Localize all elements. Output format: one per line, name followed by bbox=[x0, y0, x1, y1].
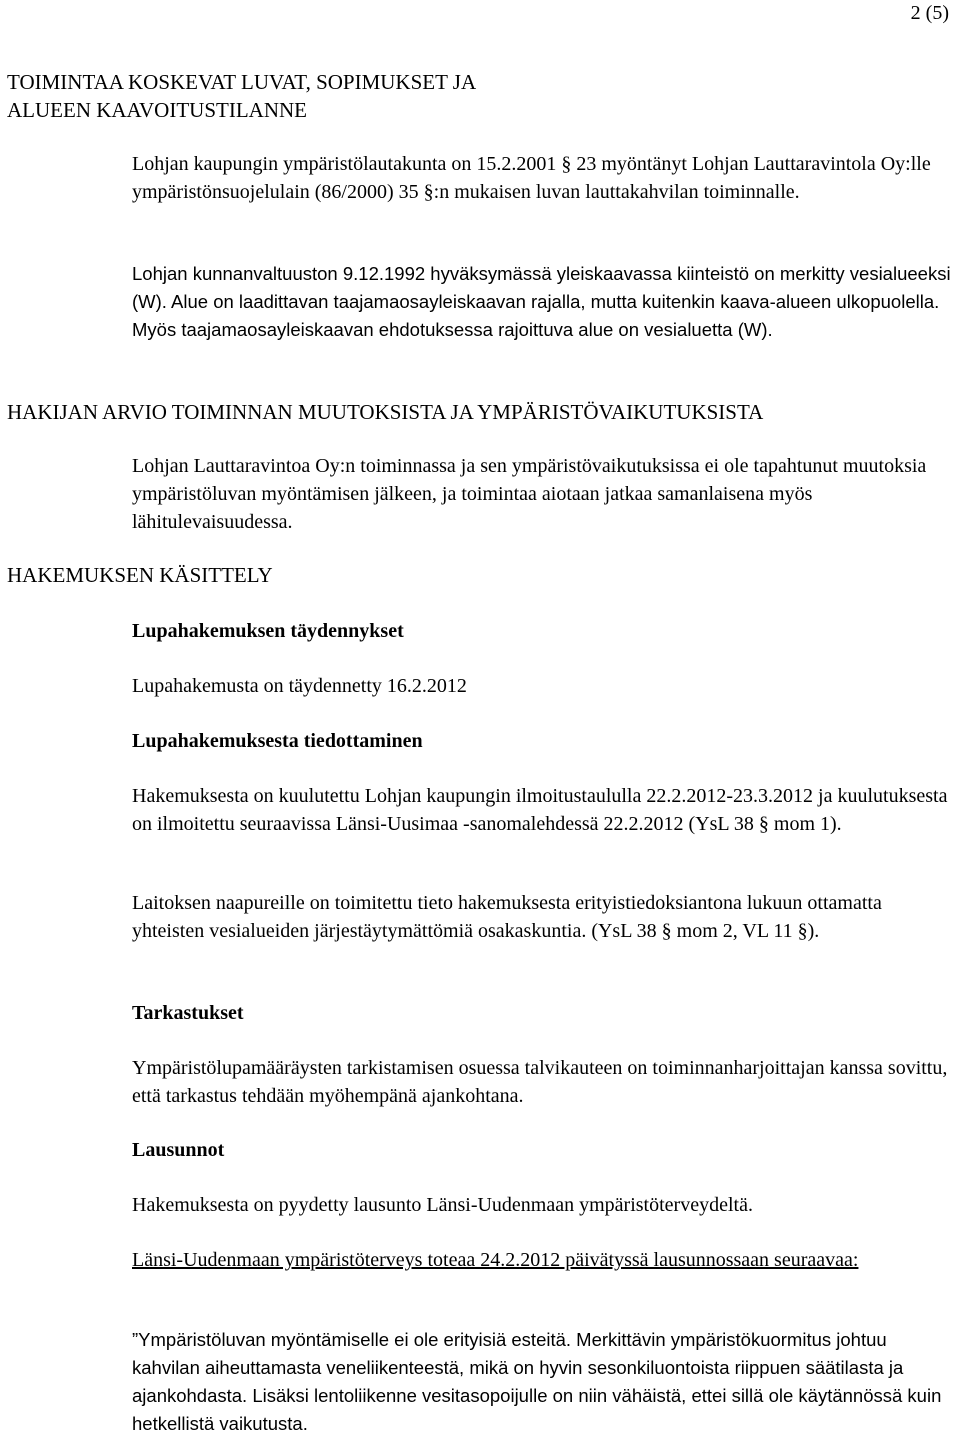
permit-paragraph: Lohjan kaupungin ympäristölautakunta on 15.2.2001 § 23 myöntänyt Lohjan Lauttaravintola Oy:lle ympäristönsuojelulain (86/2000) 35 §:n mukaisen luvan lauttakahvilan toiminnalle. bbox=[132, 153, 931, 203]
statements-source: Länsi-Uudenmaan ympäristöterveys toteaa 24.2.2012 päivätyssä lausunnossaan seuraavaa: bbox=[132, 1249, 859, 1271]
heading-line-2: ALUEEN KAAVOITUSTILANNE bbox=[7, 98, 307, 122]
zoning-paragraph: Lohjan kunnanvaltuuston 9.12.1992 hyväksymässä yleiskaavassa kiinteistö on merkitty vesialueeksi (W). Alue on laadittavan taajamaosayleiskaavan rajalla, mutta kuitenkin kaava-alueen ulkopuolella. Myös taajamaosayleiskaavan ehdotuksessa rajoittuva alue on vesialuetta (W). bbox=[132, 263, 951, 340]
subheading-inspections: Tarkastukset bbox=[132, 1002, 244, 1024]
heading-line-1: TOIMINTAA KOSKEVAT LUVAT, SOPIMUKSET JA bbox=[7, 70, 477, 94]
subheading-announcement: Lupahakemuksesta tiedottaminen bbox=[132, 730, 423, 752]
announcement-paragraph-2: Laitoksen naapureille on toimitettu tieto hakemuksesta erityistiedoksiantona lukuun ottamatta yhteisten vesialueiden järjestäytymättömiä osakaskuntia. (YsL 38 § mom 2, VL 11 §). bbox=[132, 892, 882, 942]
subheading-supplements: Lupahakemuksen täydennykset bbox=[132, 620, 404, 642]
assessment-paragraph: Lohjan Lauttaravintoa Oy:n toiminnassa ja sen ympäristövaikutuksissa ei ole tapahtunut muutoksia ympäristöluvan myöntämisen jälkeen, ja toimintaa aiotaan jatkaa samanlaisena myös lähitulevaisuudessa. bbox=[132, 455, 927, 533]
section-heading-permits bbox=[7, 68, 476, 124]
announcement-paragraph-1: Hakemuksesta on kuulutettu Lohjan kaupungin ilmoitustaululla 22.2.2012-23.3.2012 ja kuulutuksesta on ilmoitettu seuraavissa Länsi-Uusimaa -sanomalehdessä 22.2.2012 (YsL 38 § mom 1). bbox=[132, 785, 948, 835]
section-heading-processing: HAKEMUKSEN KÄSITTELY bbox=[7, 563, 273, 587]
inspections-text: Ympäristölupamääräysten tarkistamisen osuessa talvikauteen on toiminnanharjoittajan kanssa sovittu, että tarkastus tehdään myöhempänä ajankohtana. bbox=[132, 1057, 948, 1107]
section-heading-assessment: HAKIJAN ARVIO TOIMINNAN MUUTOKSISTA JA YMPÄRISTÖVAIKUTUKSISTA bbox=[7, 400, 764, 424]
statements-request: Hakemuksesta on pyydetty lausunto Länsi-Uudenmaan ympäristöterveydeltä. bbox=[132, 1194, 753, 1216]
supplements-text: Lupahakemusta on täydennetty 16.2.2012 bbox=[132, 675, 467, 697]
statement-quote: ”Ympäristöluvan myöntämiselle ei ole erityisiä esteitä. Merkittävin ympäristökuormitus johtuu kahvilan aiheuttamasta veneliikenteestä, mikä on hyvin sesonkiluontoista riippuen säätilasta ja ajankohdasta. Lisäksi lentoliikenne vesitasopoijulle on niin vähäistä, ettei sillä ole käytännössä kuin hetkellistä vaikutusta. bbox=[132, 1329, 942, 1434]
page-number: 2 (5) bbox=[910, 2, 949, 24]
subheading-statements: Lausunnot bbox=[132, 1139, 225, 1161]
